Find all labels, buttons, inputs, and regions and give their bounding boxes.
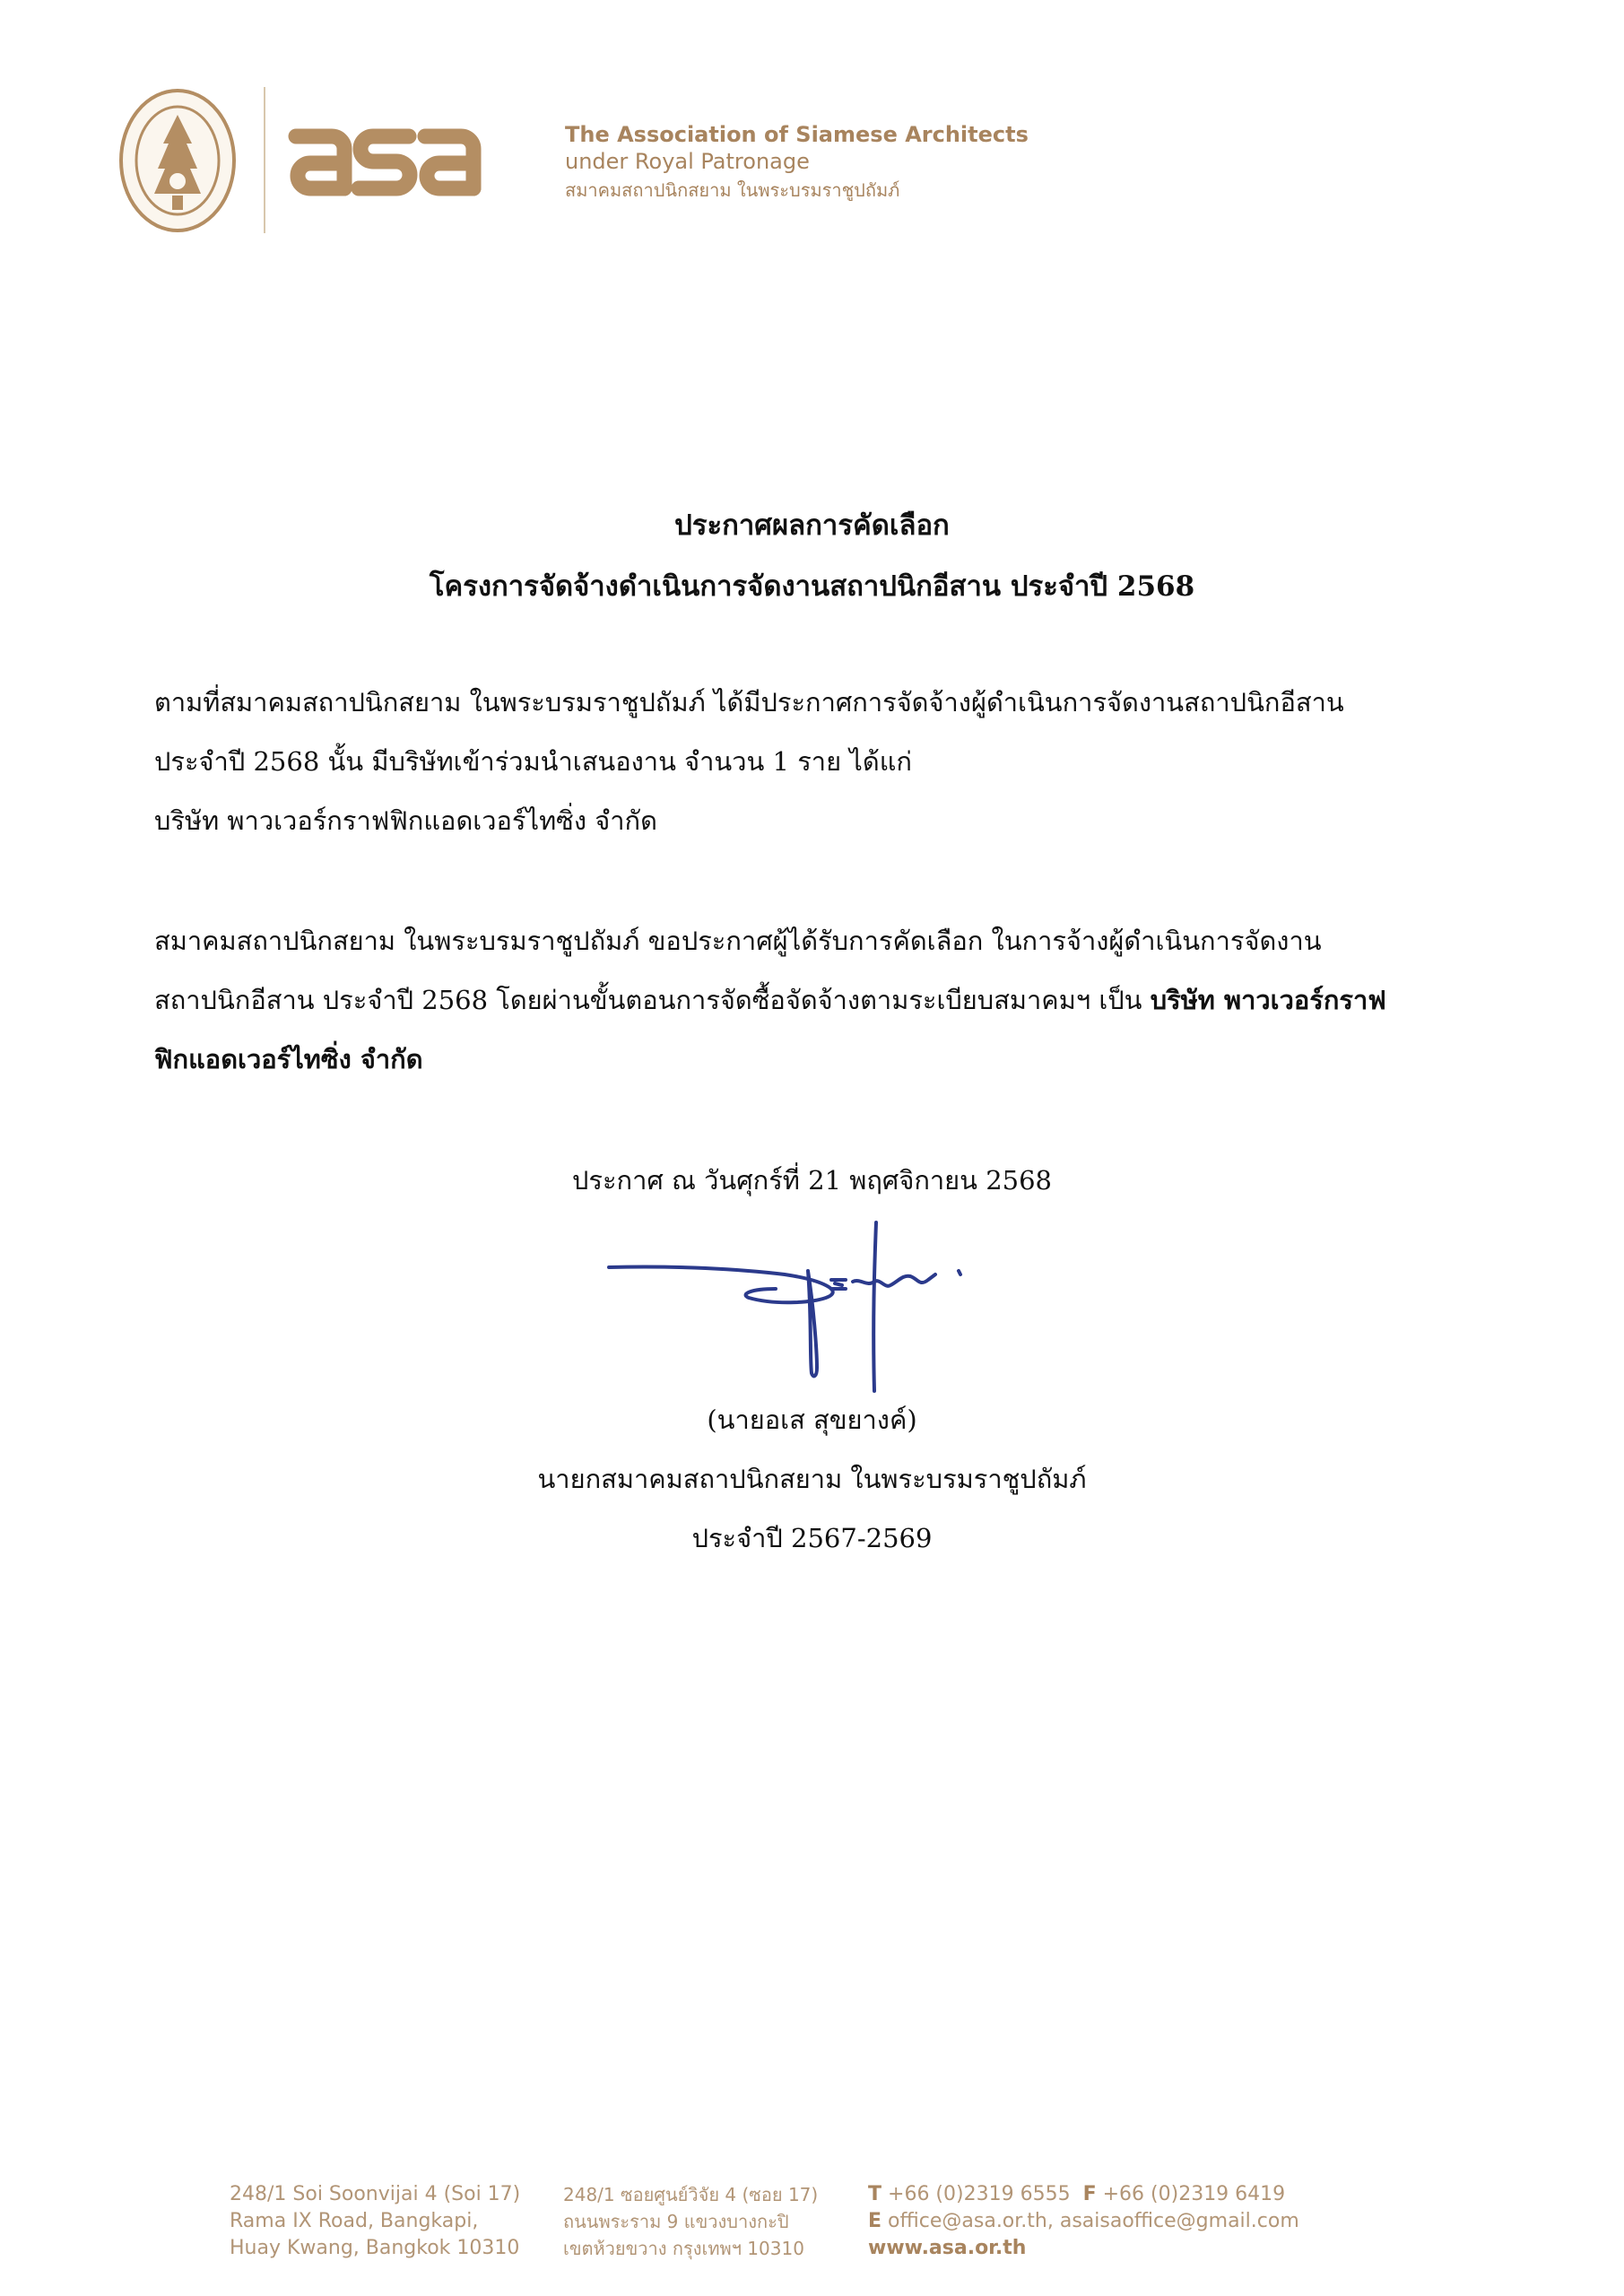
footer-address-th-line3: เขตห้วยขวาง กรุงเทพฯ 10310 bbox=[563, 2238, 804, 2259]
footer-address-th bbox=[563, 2181, 818, 2262]
asa-wordmark-logo bbox=[285, 122, 484, 197]
paragraph2-line2-text: สถาปนิกอีสาน ประจำปี 2568 โดยผ่านขั้นตอนการจัดซื้อจัดจ้างตามระเบียบสมาคมฯ เป็น bbox=[154, 985, 1151, 1015]
org-name-th: สมาคมสถาปนิกสยาม ในพระบรมราชูปถัมภ์ bbox=[565, 179, 900, 201]
website-link[interactable]: www.asa.or.th bbox=[868, 2237, 1027, 2259]
email-address: office@asa.or.th, asaisaoffice@gmail.com bbox=[888, 2210, 1299, 2232]
footer-phone-fax bbox=[868, 2181, 1299, 2208]
paragraph1-line2: ประจำปี 2568 นั้น มีบริษัทเข้าร่วมนำเสนองาน จำนวน 1 ราย ได้แก่ bbox=[154, 746, 912, 777]
org-name-en: The Association of Siamese Architects bbox=[565, 122, 1029, 147]
selected-company-name-part1: บริษัท พาวเวอร์กราฟ bbox=[1150, 985, 1386, 1015]
tel-label: T bbox=[868, 2183, 882, 2205]
paragraph2-line1: สมาคมสถาปนิกสยาม ในพระบรมราชูปถัมภ์ ขอประกาศผู้ได้รับการคัดเลือก ในการจ้างผู้ดำเนินการจัดงาน bbox=[154, 926, 1322, 956]
paragraph1-line3: บริษัท พาวเวอร์กราฟฟิกแอดเวอร์ไทซิ่ง จำกัด bbox=[154, 805, 657, 836]
footer-address-en bbox=[230, 2181, 520, 2262]
footer-address-th-line2: ถนนพระราม 9 แขวงบางกะปิ bbox=[563, 2211, 789, 2232]
signature-image bbox=[605, 1215, 982, 1404]
asa-seal-icon bbox=[118, 88, 237, 233]
email-label: E bbox=[868, 2210, 882, 2232]
footer-address-en-line2: Rama IX Road, Bangkapi, bbox=[230, 2210, 479, 2232]
org-subtitle-en: under Royal Patronage bbox=[565, 149, 810, 174]
tel-number: +66 (0)2319 6555 bbox=[888, 2183, 1071, 2205]
footer-address-en-line1: 248/1 Soi Soonvijai 4 (Soi 17) bbox=[230, 2183, 521, 2205]
paragraph1-line1: ตามที่สมาคมสถาปนิกสยาม ในพระบรมราชูปถัมภ์ ได้มีประกาศการจัดจ้างผู้ดำเนินการจัดงานสถาปนิกอีสาน bbox=[154, 687, 1344, 718]
paragraph2-line2 bbox=[154, 979, 1386, 1021]
footer-contact bbox=[868, 2181, 1299, 2262]
document-subtitle: โครงการจัดจ้างดำเนินการจัดงานสถาปนิกอีสาน ประจำปี 2568 bbox=[429, 570, 1195, 603]
fax-label: F bbox=[1082, 2183, 1097, 2205]
footer-address-th-line1: 248/1 ซอยศูนย์วิจัย 4 (ซอย 17) bbox=[563, 2184, 819, 2205]
footer-email-row bbox=[868, 2208, 1299, 2235]
signer-term: ประจำปี 2567-2569 bbox=[691, 1523, 933, 1553]
signer-name: (นายอเส สุขยางค์) bbox=[707, 1405, 917, 1435]
header-divider bbox=[264, 87, 265, 233]
announce-date: ประกาศ ณ วันศุกร์ที่ 21 พฤศจิกายน 2568 bbox=[571, 1165, 1052, 1196]
document-title: ประกาศผลการคัดเลือก bbox=[674, 509, 950, 542]
fax-number: +66 (0)2319 6419 bbox=[1102, 2183, 1286, 2205]
footer-address-en-line3: Huay Kwang, Bangkok 10310 bbox=[230, 2237, 520, 2259]
signer-title: นายกสมาคมสถาปนิกสยาม ในพระบรมราชูปถัมภ์ bbox=[537, 1464, 1087, 1494]
selected-company-name-part2: ฟิกแอดเวอร์ไทซิ่ง จำกัด bbox=[154, 1044, 423, 1074]
